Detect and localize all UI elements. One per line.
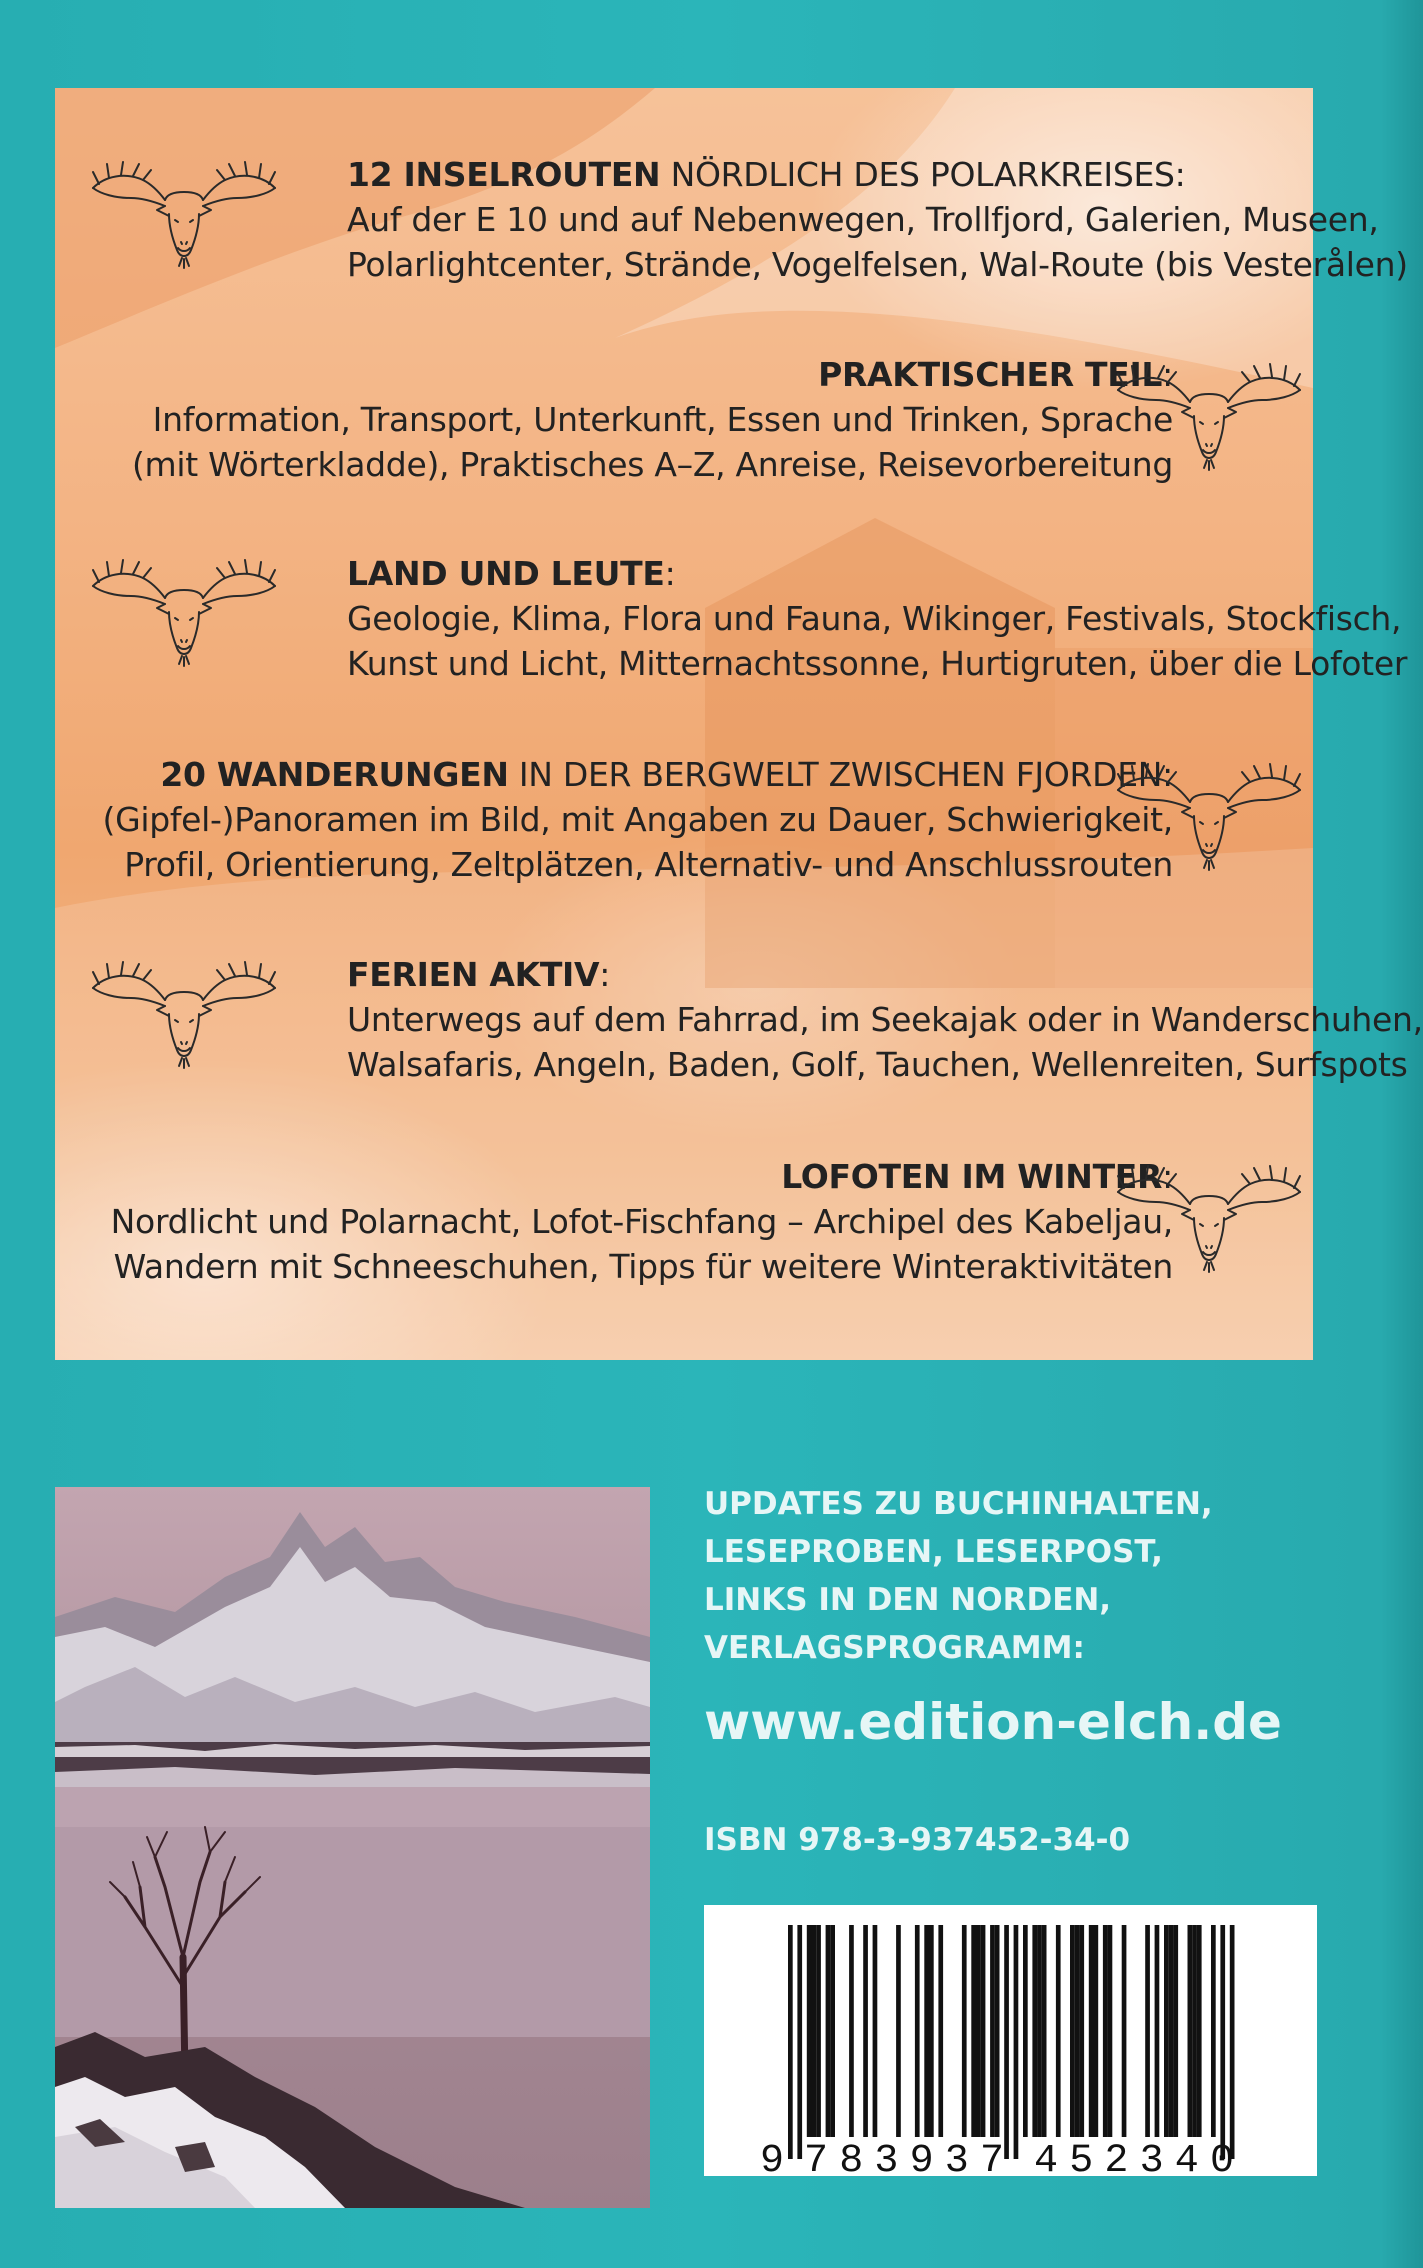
feature-ferien-aktiv [347, 952, 1423, 1087]
feature-title-rest: : [664, 554, 676, 593]
feature-line: Geologie, Klima, Flora und Fauna, Wikinger, Festivals, Stockfisch, [347, 599, 1402, 638]
promo-line: UPDATES ZU BUCHINHALTEN, [704, 1486, 1213, 1522]
barcode-bar [1014, 1925, 1019, 2159]
feature-line: Polarlightcenter, Strände, Vogelfelsen, Wal-Route (bis Vesterålen) [347, 245, 1408, 284]
barcode-bar [1122, 1925, 1127, 2137]
feature-line: Kunst und Licht, Mitternachtssonne, Hurtigruten, über die Lofoter [347, 644, 1408, 683]
promo-line: VERLAGSPROGRAMM: [704, 1630, 1085, 1666]
feature-inselrouten [347, 152, 1408, 287]
features-panel [55, 88, 1423, 1360]
barcode-bar [1103, 1925, 1108, 2137]
feature-title-rest: NÖRDLICH DES POLARKREISES: [660, 155, 1186, 194]
barcode-bar [938, 1925, 943, 2137]
barcode-bar [1004, 1925, 1009, 2159]
moose-head-icon [85, 158, 281, 268]
moose-head-icon [1110, 760, 1306, 870]
feature-title: 12 INSELROUTEN [347, 155, 661, 194]
feature-line: Auf der E 10 und auf Nebenwegen, Trollfjord, Galerien, Museen, [347, 200, 1379, 239]
feature-land-und-leute [347, 551, 1407, 686]
moose-head-icon [85, 556, 281, 666]
promo-line: LINKS IN DEN NORDEN, [704, 1582, 1112, 1618]
barcode-bar [1155, 1925, 1160, 2137]
feature-line: (mit Wörterkladde), Praktisches A–Z, Anreise, Reisevorbereitung [131, 445, 1173, 484]
barcode-bar [849, 1925, 854, 2137]
isbn-text: ISBN 978-3-937452-34-0 [704, 1822, 1131, 1858]
barcode-bar [971, 1925, 976, 2137]
promo-text [704, 1480, 1213, 1672]
feature-line: Walsafaris, Angeln, Baden, Golf, Tauchen, Wellenreiten, Surfspots [347, 1045, 1408, 1084]
barcode-bar [1070, 1925, 1075, 2137]
barcode-bar [976, 1925, 981, 2137]
barcode-bar [1220, 1925, 1225, 2159]
feature-lofoten-im-winter [111, 1154, 1173, 1289]
barcode-bar [1094, 1925, 1099, 2137]
barcode-digits-right: 452340 [1034, 2139, 1234, 2184]
feature-title-rest: IN DER BERGWELT ZWISCHEN FJORDEN: [508, 755, 1173, 794]
moose-head-icon [85, 958, 281, 1068]
barcode-bar [896, 1925, 901, 2137]
barcode-bar [797, 1925, 802, 2159]
ean-barcode [704, 1905, 1317, 2184]
barcode-bar [1211, 1925, 1216, 2137]
feature-title-rest: : [1162, 355, 1173, 394]
feature-wanderungen [103, 752, 1174, 887]
barcode-bar [995, 1925, 1000, 2137]
barcode-digits-first: 9 [760, 2139, 785, 2184]
feature-line: Nordlicht und Polarnacht, Lofot-Fischfang – Archipel des Kabeljau, [110, 1202, 1173, 1241]
website-link[interactable]: www.edition-elch.de [704, 1693, 1282, 1751]
barcode-bar [830, 1925, 835, 2137]
barcode-bar [990, 1925, 995, 2137]
barcode-bar [1173, 1925, 1178, 2137]
barcode-bar [929, 1925, 934, 2137]
barcode-bar [1037, 1925, 1042, 2137]
barcode-bar [1075, 1925, 1080, 2137]
barcode-bar [1032, 1925, 1037, 2137]
barcode [704, 1905, 1317, 2184]
barcode-bar [924, 1925, 929, 2137]
mountain-lake-photo [55, 1487, 650, 2208]
barcode-bar [1108, 1925, 1113, 2137]
barcode-bar [1169, 1925, 1174, 2137]
barcode-bar [1188, 1925, 1193, 2137]
barcode-bar [915, 1925, 920, 2137]
barcode-bar [873, 1925, 878, 2137]
barcode-bar [788, 1925, 793, 2159]
barcode-bar [816, 1925, 821, 2137]
feature-title: LOFOTEN IM WINTER [781, 1157, 1163, 1196]
barcode-bar [1197, 1925, 1202, 2137]
barcode-bar [1023, 1925, 1028, 2137]
barcode-bar [863, 1925, 868, 2137]
barcode-bar [1230, 1925, 1235, 2159]
barcode-bar [1192, 1925, 1197, 2137]
moose-head-icon [1110, 360, 1306, 470]
feature-title: LAND UND LEUTE [347, 554, 665, 593]
feature-title: FERIEN AKTIV [347, 955, 600, 994]
feature-title: PRAKTISCHER TEIL [818, 355, 1163, 394]
cover-photo [55, 1487, 650, 2208]
barcode-bar [1056, 1925, 1061, 2137]
moose-head-icon [1110, 1162, 1306, 1272]
barcode-bar [962, 1925, 967, 2137]
barcode-bar [826, 1925, 831, 2137]
barcode-bar [812, 1925, 817, 2137]
feature-line: Unterwegs auf dem Fahrrad, im Seekajak oder in Wanderschuhen, [347, 1000, 1423, 1039]
barcode-bar [981, 1925, 986, 2137]
barcode-bar [1079, 1925, 1084, 2137]
feature-title-rest: : [1162, 1157, 1173, 1196]
feature-line: Information, Transport, Unterkunft, Essen und Trinken, Sprache [152, 400, 1173, 439]
barcode-bar [1089, 1925, 1094, 2137]
feature-title-rest: : [599, 955, 611, 994]
feature-title: 20 WANDERUNGEN [160, 755, 509, 794]
feature-praktischer-teil [132, 352, 1173, 487]
feature-line: (Gipfel-)Panoramen im Bild, mit Angaben zu Dauer, Schwierigkeit, [102, 800, 1173, 839]
barcode-digits-left: 783937 [804, 2139, 1004, 2184]
barcode-bar [1164, 1925, 1169, 2137]
barcode-bar [807, 1925, 812, 2137]
barcode-bar [1145, 1925, 1150, 2137]
feature-line: Profil, Orientierung, Zeltplätzen, Alternativ- und Anschlussrouten [124, 845, 1173, 884]
promo-line: LESEPROBEN, LESERPOST, [704, 1534, 1163, 1570]
feature-line: Wandern mit Schneeschuhen, Tipps für weitere Winteraktivitäten [113, 1247, 1173, 1286]
barcode-bar [1042, 1925, 1047, 2137]
